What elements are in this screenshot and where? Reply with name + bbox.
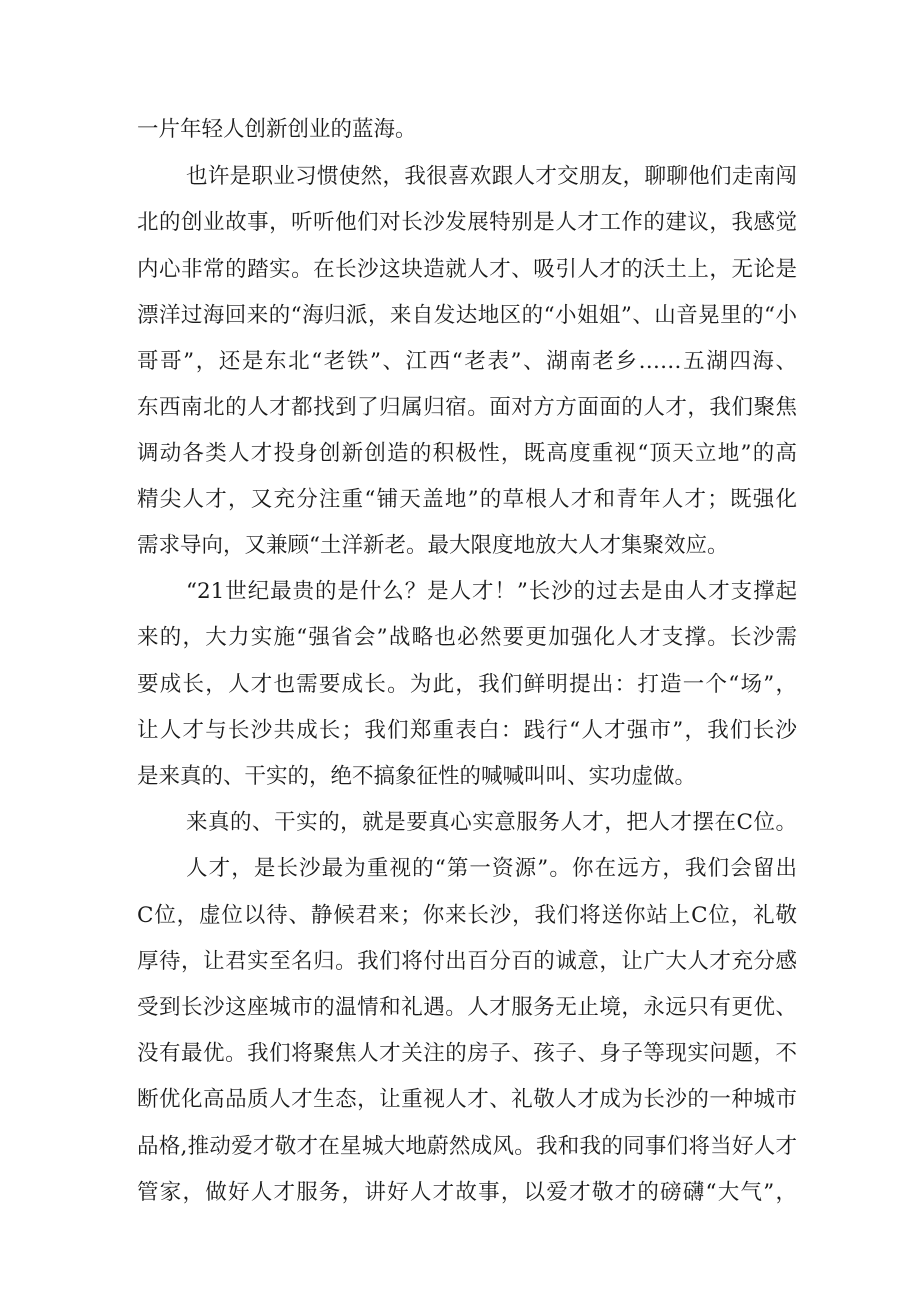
text-line-9: 精尖人才，又充分注重“铺天盖地”的草根人才和青年人才；既强化 [137, 487, 797, 512]
text-line-10: 需求导向，又兼顾“土洋新老。最大限度地放大人才集聚效应。 [137, 533, 729, 558]
text-line-14: 让人才与长沙共成长；我们郑重表白：践行“人才强市”，我们长沙 [137, 718, 797, 743]
text-line-11: “21世纪最贵的是什么？是人才！”长沙的过去是由人才支撑起 [186, 579, 797, 604]
text-line-2: 也许是职业习惯使然，我很喜欢跟人才交朋友，聊聊他们走南闯 [186, 164, 797, 189]
text-line-13: 要成长，人才也需要成长。为此，我们鲜明提出：打造一个“场”， [137, 672, 797, 697]
text-line-7: 东西南北的人才都找到了归属归宿。面对方方面面的人才，我们聚焦 [137, 395, 797, 420]
text-line-1: 一片年轻人创新创业的蓝海。 [137, 117, 417, 142]
text-line-6: 哥哥”，还是东北“老铁”、江西“老表”、湖南老乡……五湖四海、 [137, 349, 797, 374]
text-line-24: 管家，做好人才服务，讲好人才故事，以爱才敬才的磅礴“大气”， [137, 1180, 797, 1205]
text-line-15: 是来真的、干实的，绝不搞象征性的喊喊叫叫、实功虚做。 [137, 764, 697, 789]
text-line-22: 断优化高品质人才生态，让重视人才、礼敬人才成为长沙的一种城市 [137, 1087, 797, 1112]
text-line-8: 调动各类人才投身创新创造的积极性，既高度重视“顶天立地”的高 [137, 441, 797, 466]
text-line-3: 北的创业故事，听听他们对长沙发展特别是人才工作的建议，我感觉 [137, 210, 797, 235]
text-line-21: 没有最优。我们将聚焦人才关注的房子、孩子、身子等现实问题，不 [137, 1041, 797, 1066]
text-line-18: C位，虚位以待、静候君来；你来长沙，我们将送你站上C位，礼敬 [137, 903, 797, 928]
text-line-4: 内心非常的踏实。在长沙这块造就人才、吸引人才的沃土上，无论是 [137, 257, 797, 282]
text-line-19: 厚待，让君实至名归。我们将付出百分百的诚意，让广大人才充分感 [137, 949, 797, 974]
text-line-16: 来真的、干实的，就是要真心实意服务人才，把人才摆在C位。 [186, 810, 797, 835]
text-line-17: 人才，是长沙最为重视的“第一资源”。你在远方，我们会留出 [186, 856, 797, 881]
text-line-12: 来的，大力实施“强省会”战略也必然要更加强化人才支撑。长沙需 [137, 625, 797, 650]
text-line-23: 品格,推动爱才敬才在星城大地蔚然成风。我和我的同事们将当好人才 [137, 1134, 797, 1159]
text-line-20: 受到长沙这座城市的温情和礼遇。人才服务无止境，永远只有更优、 [137, 995, 797, 1020]
text-line-5: 漂洋过海回来的“海归派，来自发达地区的“小姐姐”、山音晃里的“小 [137, 303, 797, 328]
